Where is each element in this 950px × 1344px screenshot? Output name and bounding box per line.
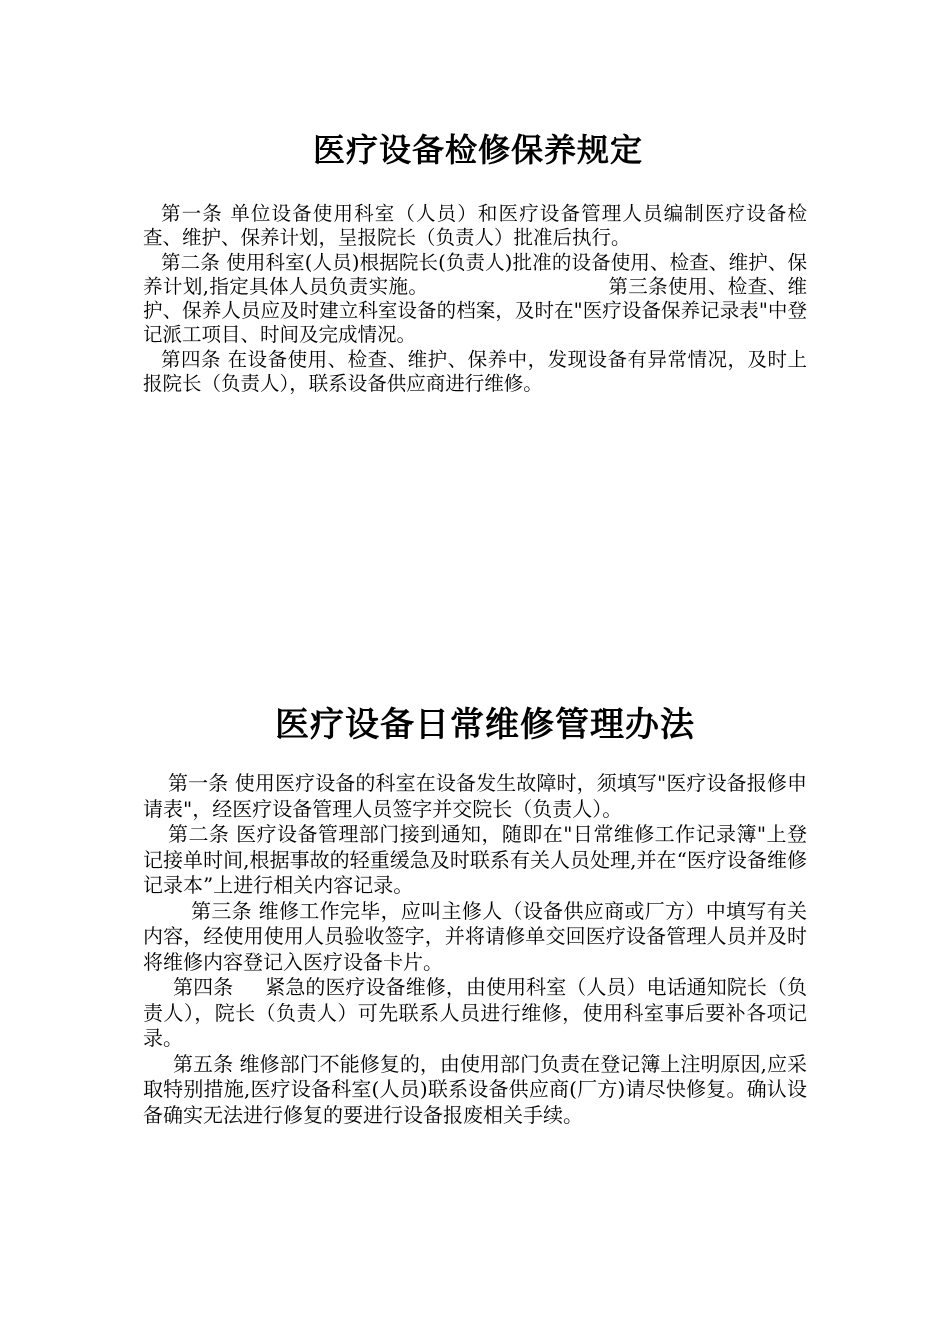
- article-1: 第一条 使用医疗设备的科室在设备发生故障时，须填写"医疗设备报修申请表"，经医疗设备管理人员签字并交院长（负责人）。: [143, 771, 807, 821]
- article-5: 第五条 维修部门不能修复的，由使用部门负责在登记簿上注明原因,应采取特别措施,医疗设备科室(人员)联系设备供应商(厂方)请尽快修复。确认设备确实无法进行修复的要进行设备报废相关手续。: [143, 1051, 807, 1127]
- article-4-label: 第四条: [173, 975, 234, 999]
- article-3-label: 第三条: [608, 274, 669, 298]
- article-4: 第四条 在设备使用、检查、维护、保养中，发现设备有异常情况，及时上报院长（负责人），联系设备供应商进行维修。: [143, 347, 807, 396]
- article-1: 第一条 单位设备使用科室（人员）和医疗设备管理人员编制医疗设备检查、维护、保养计划，呈报院长（负责人）批准后执行。: [143, 202, 807, 250]
- article-4: 紧急的医疗设备维修，由使用科室（人员）电话通知院长（负责人），院长（负责人）可先联系人员进行维修，使用科室事后要补各项记录。: [143, 975, 808, 1050]
- document-title: 医疗设备检修保养规定: [312, 131, 643, 169]
- document-body: [143, 771, 807, 1128]
- document-body: [143, 202, 807, 396]
- article-3: 第三条 维修工作完毕，应叫主修人（设备供应商或厂方）中填写有关内容，经使用使用人员验收签字，并将请修单交回医疗设备管理人员并及时将维修内容登记入医疗设备卡片。: [143, 898, 807, 974]
- article-2: 第二条 医疗设备管理部门接到通知，随即在"日常维修工作记录簿"上登记接单时间,根据事故的轻重缓急及时联系有关人员处理,并在“医疗设备维修记录本”上进行相关内容记录。: [143, 822, 807, 897]
- article-2-and-3: [143, 251, 807, 348]
- article-2: 第二条 使用科室(人员)根据院长(负责人)批准的设备使用、检查、维护、保养计划,指定具体人员负责实施。: [143, 250, 807, 298]
- maintenance-regulation-section: [143, 128, 807, 396]
- article-3: 使用、检查、维护、保养人员应及时建立科室设备的档案，及时在"医疗设备保养记录表"中登记派工项目、时间及完成情况。: [143, 274, 807, 347]
- document-title: 医疗设备日常维修管理办法: [275, 705, 695, 745]
- article-4-paragraph: [143, 975, 807, 1052]
- daily-repair-management-section: [143, 702, 807, 1128]
